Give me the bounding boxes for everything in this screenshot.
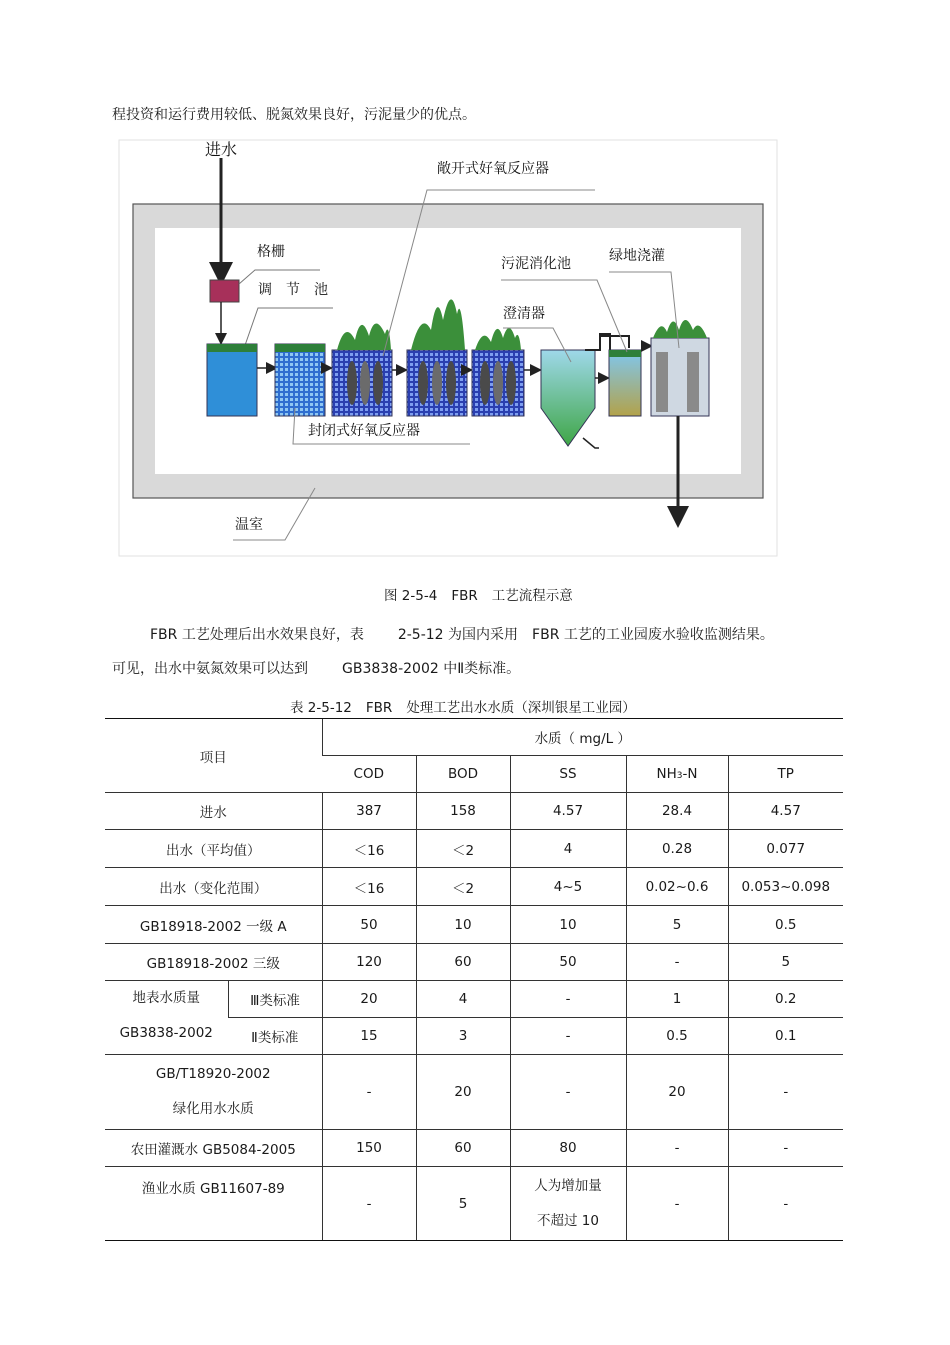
col-bod: BOD <box>416 756 510 793</box>
label-sludge-digestion: 污泥消化池 <box>501 256 571 272</box>
label-greenhouse: 温室 <box>235 517 263 533</box>
table-caption: 表 2-5-12 FBR 处理工艺出水水质（深圳银星工业园） <box>290 700 636 716</box>
table-row: 地表水质量 GB3838-2002 Ⅲ类标准 20 4 - 1 0.2 <box>105 981 843 1018</box>
fishery-ss: 人为增加量 不超过 10 <box>510 1167 626 1241</box>
water-quality-table <box>105 718 843 1241</box>
label-open-reactor: 敞开式好氧反应器 <box>437 161 549 177</box>
col-tp: TP <box>728 756 843 793</box>
table-row: GB18918-2002 三级 120 60 50 - 5 <box>105 944 843 981</box>
surface-water-label: 地表水质量 GB3838-2002 <box>105 981 228 1055</box>
label-grille: 格栅 <box>257 244 285 260</box>
header-item: 项目 <box>105 719 322 793</box>
table-row: GB/T18920-2002 绿化用水水质 - 20 - 20 - <box>105 1055 843 1130</box>
sludge-digestion-tank <box>609 350 641 416</box>
paragraph-line-1: FBR 工艺处理后出水效果良好，表 2-5-12 为国内采用 FBR 工艺的工业园废水验收监测结果。 <box>150 627 774 643</box>
table-row: 渔业水质 GB11607-89 - 5 人为增加量 不超过 10 - - <box>105 1167 843 1241</box>
label-clarifier: 澄清器 <box>503 306 545 322</box>
label-closed-reactor: 封闭式好氧反应器 <box>308 423 420 439</box>
greening-label: GB/T18920-2002 绿化用水水质 <box>105 1055 322 1130</box>
intro-text: 程投资和运行费用较低、脱氮效果良好，污泥量少的优点。 <box>112 107 476 123</box>
col-cod: COD <box>322 756 416 793</box>
header-quality: 水质（ mg/L ） <box>322 719 843 756</box>
grille-box <box>210 280 239 302</box>
green-irrigation-bed <box>651 320 709 416</box>
paragraph-line-2: 可见，出水中氨氮效果可以达到 GB3838-2002 中Ⅱ类标准。 <box>112 661 521 677</box>
label-inlet: 进水 <box>205 140 238 159</box>
label-green-irrigation: 绿地浇灌 <box>609 248 665 264</box>
table-row: Ⅱ类标准 15 3 - 0.5 0.1 <box>105 1018 843 1055</box>
figure-caption: 图 2-5-4 FBR 工艺流程示意 <box>384 588 573 604</box>
col-nh3n: NH3-N <box>626 756 728 793</box>
table-row: 出水（平均值） ＜16 ＜2 4 0.28 0.077 <box>105 830 843 868</box>
label-regulating-tank: 调 节 池 <box>258 282 328 298</box>
table-row: 农田灌溉水 GB5084-2005 150 60 80 - - <box>105 1130 843 1167</box>
open-reactor-3 <box>472 328 524 416</box>
table-row: 出水（变化范围） ＜16 ＜2 4~5 0.02~0.6 0.053~0.098 <box>105 868 843 906</box>
closed-reactor <box>275 344 325 416</box>
table-row: 进水 387 158 4.57 28.4 4.57 <box>105 793 843 830</box>
table-row: GB18918-2002 一级 A 50 10 10 5 0.5 <box>105 906 843 944</box>
regulating-tank <box>207 344 257 416</box>
col-ss: SS <box>510 756 626 793</box>
fbr-process-diagram <box>115 138 780 558</box>
